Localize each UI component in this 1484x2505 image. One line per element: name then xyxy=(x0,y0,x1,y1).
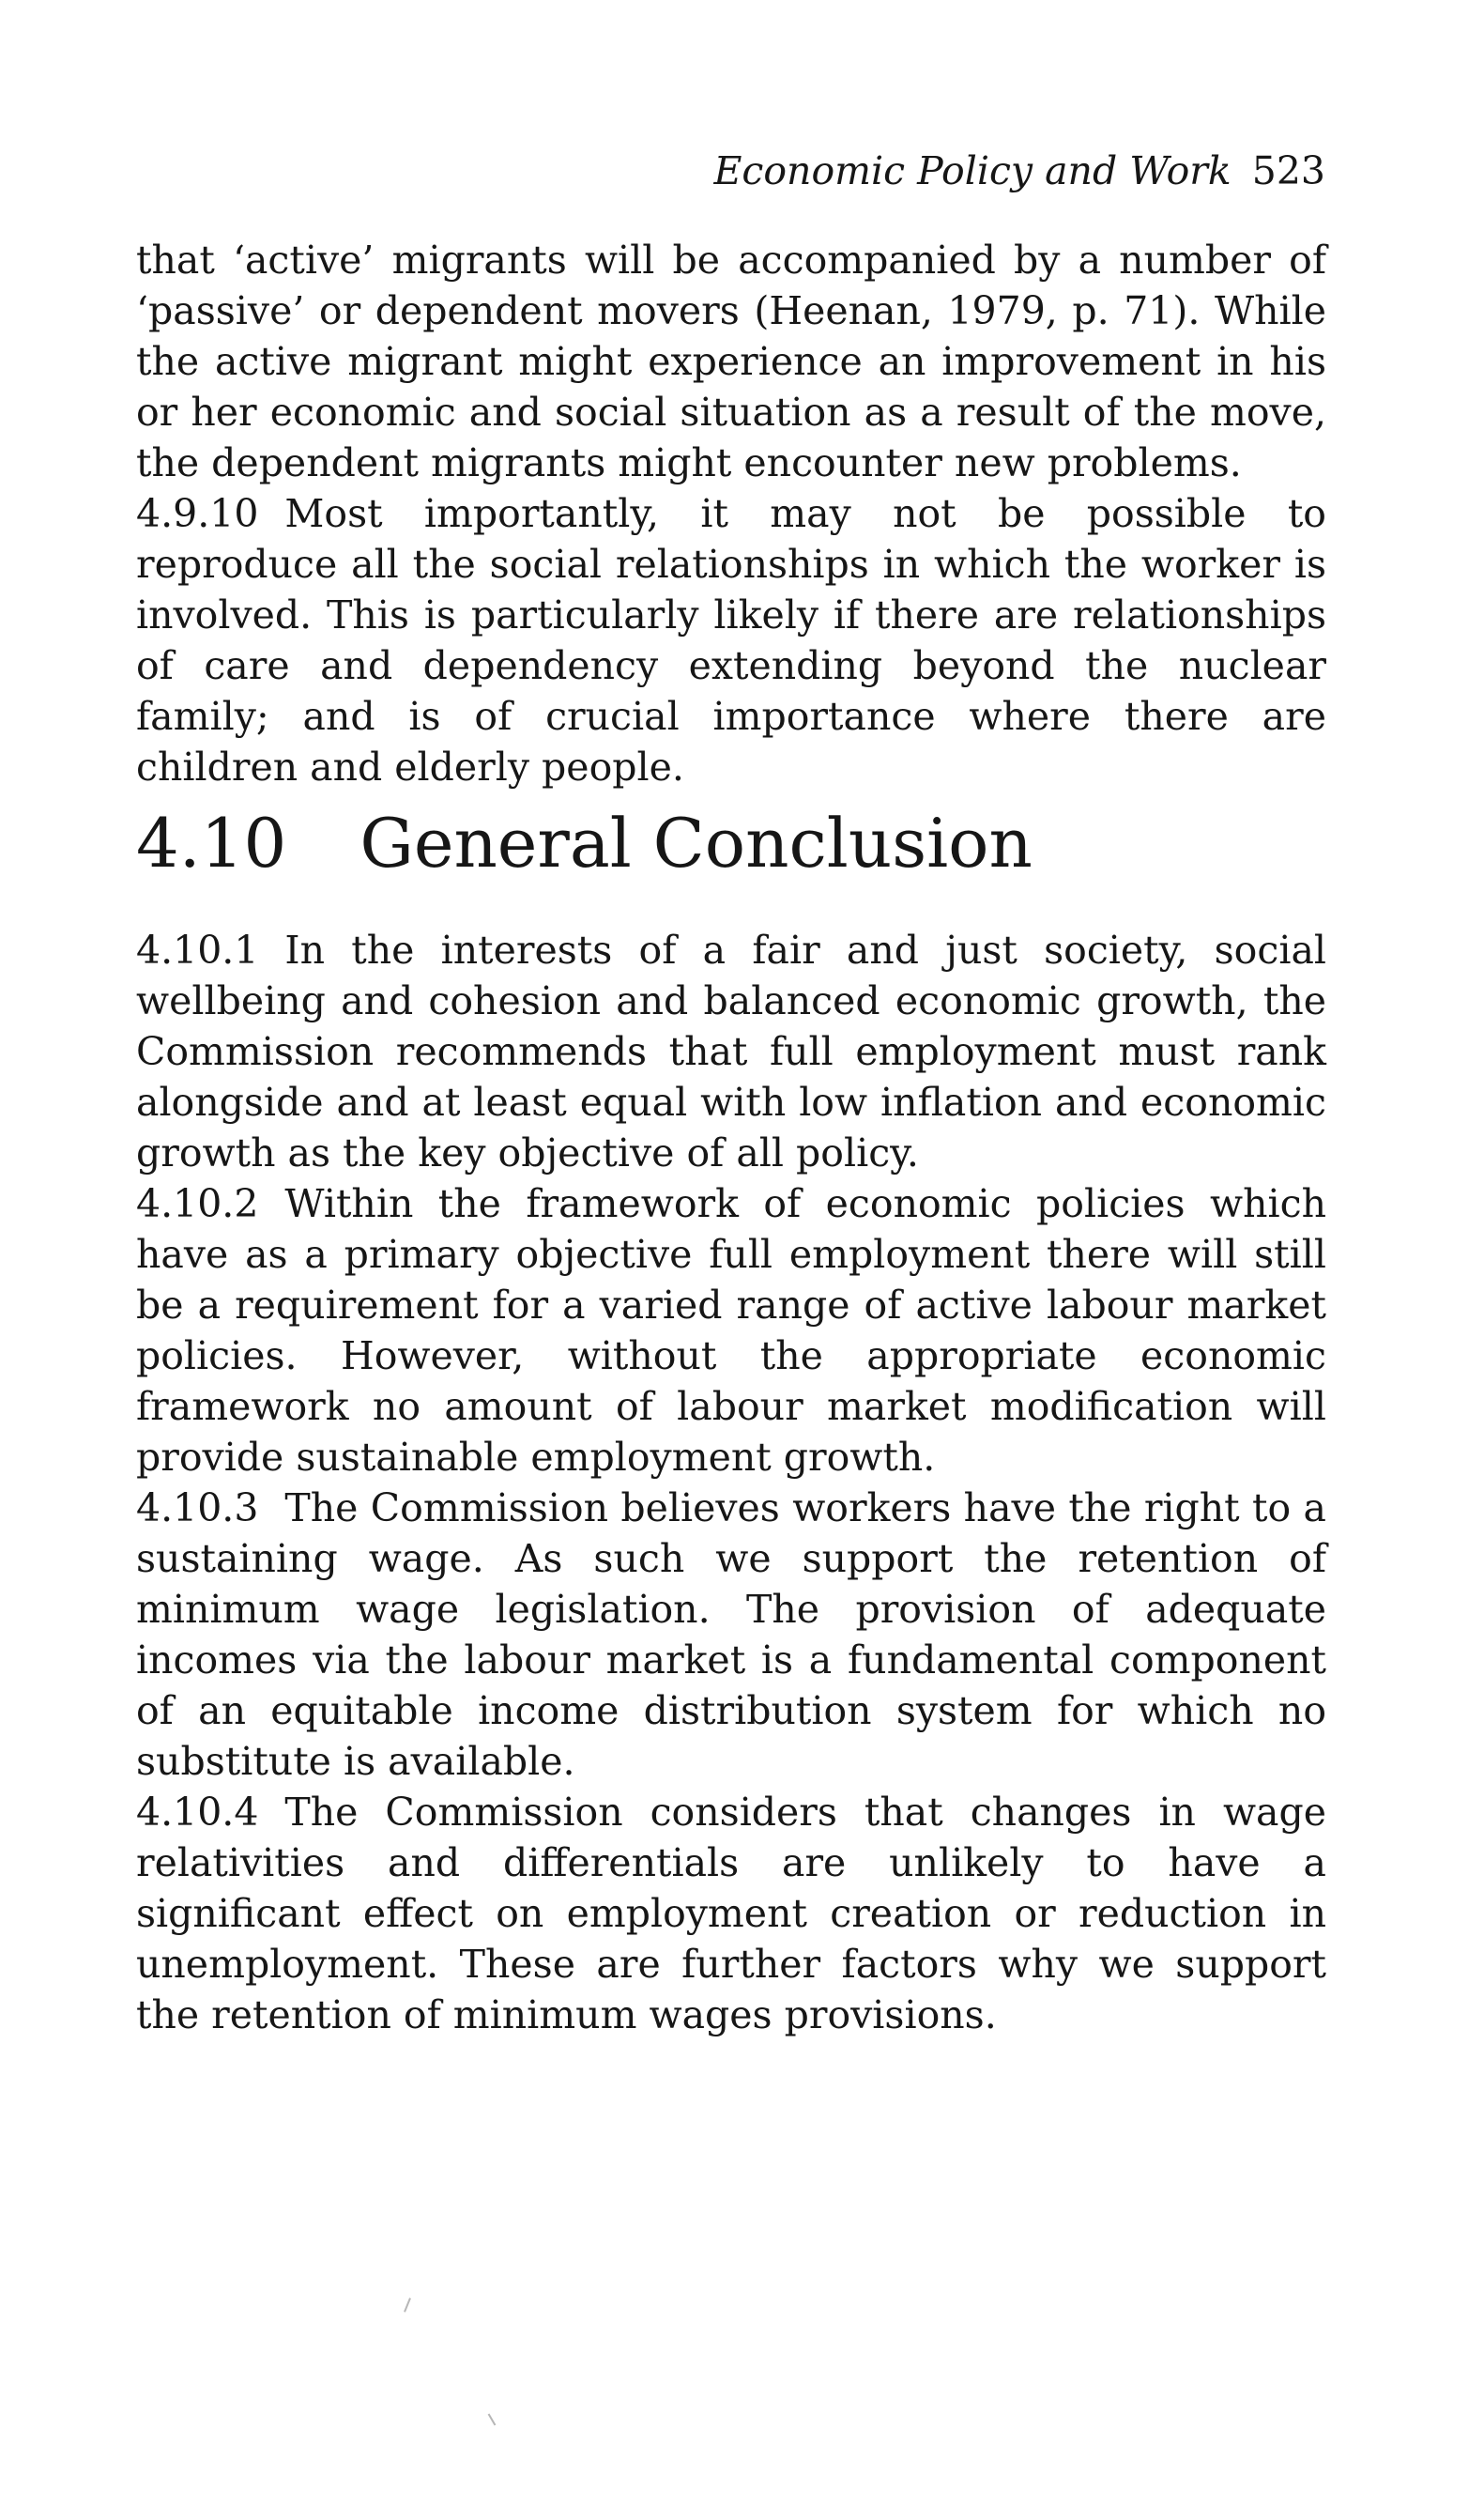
page-number: 523 xyxy=(1251,148,1325,193)
section-number: 4.10 xyxy=(136,804,287,883)
paragraph-4-10-2 xyxy=(136,1178,1326,1483)
scan-mark xyxy=(404,2298,411,2313)
conclusion-paragraphs xyxy=(136,925,1326,2040)
paragraph-4-10-4 xyxy=(136,1787,1326,2040)
paragraph-text: The Commission considers that changes in wage relativities and differentials are unlikely to have a significant effect on employment creation or reduction in unemployment. These are further factors why we support the retention of minimum wages provisions. xyxy=(136,1790,1326,2037)
paragraph-number: 4.9.10 xyxy=(136,491,259,536)
running-title: Economic Policy and Work xyxy=(713,148,1232,193)
section-title: General Conclusion xyxy=(360,804,1033,883)
paragraph-4-10-1 xyxy=(136,925,1326,1178)
section-heading xyxy=(136,798,1326,888)
scan-mark xyxy=(488,2413,497,2425)
paragraph-text: Within the framework of economic policies which have as a primary objective full employment there will still be a requirement for a varied range of active labour market policies. However, without the appropriate economic framework no amount of labour market modification will provide sustainable employment growth. xyxy=(136,1181,1326,1480)
paragraph-number: 4.10.1 xyxy=(136,928,259,973)
paragraph-number: 4.10.2 xyxy=(136,1181,259,1226)
paragraph-number: 4.10.3 xyxy=(136,1485,259,1530)
running-header xyxy=(131,141,1325,201)
paragraph-number: 4.10.4 xyxy=(136,1790,259,1835)
migration-paragraphs xyxy=(136,235,1326,792)
paragraph-4-9-10 xyxy=(136,488,1326,792)
paragraph-text: Most importantly, it may not be possible to reproduce all the social relationships in which the worker is involved. This is particularly likely if there are relationships of care and dependency extending beyond the nuclear family; and is of crucial importance where there are children and elderly people. xyxy=(136,491,1326,790)
paragraph-4-10-3 xyxy=(136,1483,1326,1787)
continued-paragraph xyxy=(136,235,1326,488)
paragraph-text: The Commission believes workers have the right to a sustaining wage. As such we support the retention of minimum wage legislation. The provision of adequate incomes via the labour market is a fundamental component of an equitable income distribution system for which no substitute is available. xyxy=(136,1485,1326,1784)
paragraph-text: that ‘active’ migrants will be accompanied by a number of ‘passive’ or dependent movers (Heenan, 1979, p. 71). While the active migrant might experience an improvement in his or her economic and social situation as a result of the move, the dependent migrants might encounter new problems. xyxy=(136,238,1326,485)
paragraph-text: In the interests of a fair and just society, social wellbeing and cohesion and balanced economic growth, the Commission recommends that full employment must rank alongside and at least equal with low inflation and economic growth as the key objective of all policy. xyxy=(136,928,1326,1176)
